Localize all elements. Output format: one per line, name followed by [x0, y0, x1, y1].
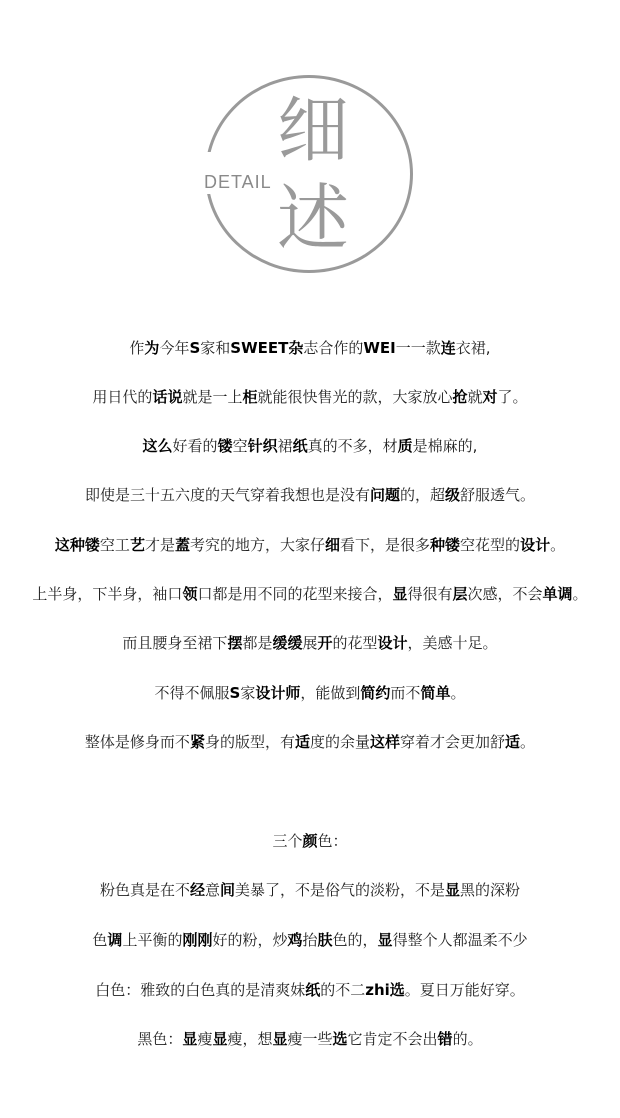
text-segment: 舒服透气。: [460, 486, 536, 504]
text-segment: 真的不多，材: [307, 437, 398, 455]
text-segment: 的，超: [399, 486, 445, 504]
bold-text: 紧: [189, 733, 205, 751]
text-segment: 上平衡的: [122, 931, 183, 949]
text-segment: 抬: [302, 931, 318, 949]
text-segment: 得整个人都温柔不少: [392, 931, 528, 949]
bold-text: 鸡: [287, 931, 303, 949]
text-segment: 而不: [390, 684, 421, 702]
detail-header: [0, 0, 620, 300]
text-segment: 就是一上: [182, 388, 243, 406]
bold-text: 级: [445, 486, 461, 504]
bold-text: zhi选: [365, 981, 405, 999]
text-segment: 度的余量: [309, 733, 370, 751]
text-segment: 口都是用不同的花型来接合，: [197, 585, 393, 603]
bold-text: 缓缓: [272, 634, 303, 652]
text-line: [0, 633, 620, 653]
text-segment: 才是: [144, 536, 175, 554]
bold-text: 显: [212, 1030, 228, 1048]
bold-text: 柜: [242, 388, 258, 406]
text-segment: 今年: [159, 339, 190, 357]
text-line: [0, 387, 620, 407]
text-segment: 空工: [99, 536, 130, 554]
text-line: [0, 584, 620, 604]
text-segment: 它肯定不会出: [347, 1030, 438, 1048]
text-segment: 展: [302, 634, 318, 652]
bold-text: 纸: [305, 981, 321, 999]
text-line: [0, 930, 620, 950]
bold-text: 显: [392, 585, 408, 603]
text-segment: 了。: [497, 388, 528, 406]
text-line: [0, 1029, 620, 1049]
text-segment: 都是: [242, 634, 273, 652]
text-segment: 用日代的: [92, 388, 153, 406]
bold-text: 开: [317, 634, 333, 652]
text-segment: 瘦一些: [287, 1030, 333, 1048]
text-segment: 得很有: [407, 585, 453, 603]
text-segment: 粉色真是在不: [99, 881, 190, 899]
text-segment: 整体是修身而不: [84, 733, 190, 751]
text-segment: 色：: [317, 832, 348, 850]
header-char-top: 细: [276, 88, 349, 172]
text-segment: 看下，是很多: [340, 536, 431, 554]
bold-text: 纸: [292, 437, 308, 455]
bold-text: 蓋: [174, 536, 190, 554]
text-segment: 即使是三十五六度的天气穿着我想也是没有: [84, 486, 370, 504]
text-segment: 家: [240, 684, 256, 702]
bold-text: 连: [440, 339, 456, 357]
text-segment: 。: [550, 536, 566, 554]
text-segment: 的。: [452, 1030, 483, 1048]
bold-text: 设计: [520, 536, 551, 554]
bold-text: 经: [189, 881, 205, 899]
text-segment: 色的，: [332, 931, 378, 949]
text-line: [0, 338, 620, 358]
bold-text: 领: [182, 585, 198, 603]
bold-text: 显: [182, 1030, 198, 1048]
text-segment: ，能做到: [300, 684, 361, 702]
header-char-bottom: 述: [276, 176, 349, 260]
text-segment: 的不二: [320, 981, 366, 999]
text-line: [0, 485, 620, 505]
bold-text: 为: [144, 339, 160, 357]
text-segment: 白色：雅致的白色真的是清爽妹: [95, 981, 306, 999]
text-line: [0, 535, 620, 555]
bold-text: 设计师: [255, 684, 301, 702]
text-segment: 空: [232, 437, 248, 455]
bold-text: 颜: [302, 832, 318, 850]
bold-text: 话说: [152, 388, 183, 406]
text-segment: 一一款: [395, 339, 441, 357]
text-segment: ，美感十足。: [407, 634, 498, 652]
text-line: [0, 880, 620, 900]
text-segment: 空花型的: [460, 536, 521, 554]
bold-text: 对: [482, 388, 498, 406]
bold-text: WEI: [363, 339, 396, 357]
bold-text: 显: [377, 931, 393, 949]
text-segment: 美暴了，不是俗气的淡粉，不是: [235, 881, 446, 899]
text-segment: 瘦: [197, 1030, 213, 1048]
bold-text: 这么: [142, 437, 173, 455]
text-segment: 而且腰身至裙下: [122, 634, 228, 652]
bold-text: 摆: [227, 634, 243, 652]
bold-text: 镂: [217, 437, 233, 455]
bold-text: 选: [332, 1030, 348, 1048]
bold-text: 显: [445, 881, 461, 899]
bold-text: 质: [397, 437, 413, 455]
bold-text: 调: [107, 931, 123, 949]
bold-text: 杂: [288, 339, 304, 357]
bold-text: 适: [505, 733, 521, 751]
bold-text: 细: [325, 536, 341, 554]
bold-text: S: [189, 339, 201, 357]
bold-text: 刚刚: [182, 931, 213, 949]
text-segment: 是棉麻的,: [412, 437, 478, 455]
text-segment: 身的版型，有: [204, 733, 295, 751]
text-line: [0, 831, 620, 851]
text-segment: 上半身，下半身，袖口: [32, 585, 183, 603]
bold-text: 抢: [452, 388, 468, 406]
text-segment: 三个: [272, 832, 303, 850]
bold-text: 这种镂: [54, 536, 100, 554]
text-segment: 黑的深粉: [460, 881, 521, 899]
bold-text: 肤: [317, 931, 333, 949]
bold-text: SWEET: [230, 339, 289, 357]
text-segment: 志合作的: [303, 339, 364, 357]
text-segment: 考究的地方，大家仔: [189, 536, 325, 554]
detail-label: DETAIL: [204, 172, 272, 192]
text-segment: 家和: [200, 339, 231, 357]
text-segment: 次感，不会: [467, 585, 543, 603]
bold-text: 层: [452, 585, 468, 603]
text-segment: 好看的: [172, 437, 218, 455]
text-segment: 。: [572, 585, 588, 603]
bold-text: 设计: [377, 634, 408, 652]
bold-text: 显: [272, 1030, 288, 1048]
text-segment: 就能很快售光的款，大家放心: [257, 388, 453, 406]
text-segment: 黑色：: [137, 1030, 183, 1048]
text-line: [0, 683, 620, 703]
text-segment: 裙: [277, 437, 293, 455]
bold-text: 问题: [369, 486, 400, 504]
bold-text: S: [229, 684, 241, 702]
text-segment: 。夏日万能好穿。: [404, 981, 525, 999]
bold-text: 错: [437, 1030, 453, 1048]
bold-text: 适: [294, 733, 310, 751]
text-segment: 。: [520, 733, 536, 751]
text-segment: 色: [92, 931, 108, 949]
text-segment: 就: [467, 388, 483, 406]
text-line: [0, 732, 620, 752]
bold-text: 间: [219, 881, 235, 899]
text-segment: 作: [129, 339, 145, 357]
text-segment: 瘦，想: [227, 1030, 273, 1048]
text-segment: 衣裙,: [455, 339, 491, 357]
bold-text: 这样: [370, 733, 401, 751]
text-segment: 意: [204, 881, 220, 899]
text-segment: 不得不佩服: [154, 684, 230, 702]
text-line: [0, 980, 620, 1000]
text-segment: 穿着才会更加舒: [400, 733, 506, 751]
bold-text: 针织: [247, 437, 278, 455]
text-line: [0, 436, 620, 456]
bold-text: 单调: [542, 585, 573, 603]
text-segment: 。: [450, 684, 466, 702]
bold-text: 简单: [420, 684, 451, 702]
text-segment: 好的粉，炒: [212, 931, 288, 949]
bold-text: 简约: [360, 684, 391, 702]
bold-text: 艺: [129, 536, 145, 554]
text-segment: 的花型: [332, 634, 378, 652]
bold-text: 种镂: [430, 536, 461, 554]
